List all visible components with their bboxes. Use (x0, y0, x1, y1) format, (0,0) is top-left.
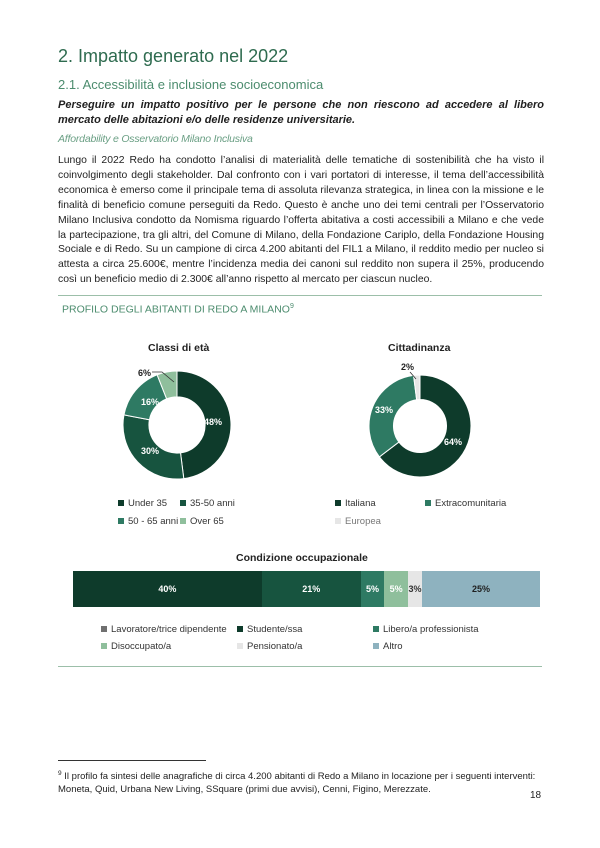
legend-over65-label: Over 65 (190, 516, 224, 527)
legend-studente-label: Studente/ssa (247, 624, 303, 635)
employment-segment-1: 21% (262, 571, 361, 607)
legend-disoccupato (101, 641, 171, 652)
legend-over65 (180, 516, 224, 527)
legend-extracomunitaria (425, 498, 506, 509)
legend-pensionato-swatch (237, 643, 243, 649)
legend-50-65-swatch (118, 518, 124, 524)
legend-35-50 (180, 498, 235, 509)
age-label-30: 30% (141, 446, 160, 456)
profile-footnote-ref: 9 (289, 303, 294, 310)
legend-libero-swatch (373, 626, 379, 632)
age-label-6: 6% (138, 368, 152, 378)
legend-europea (335, 516, 381, 527)
legend-35-50-swatch (180, 500, 186, 506)
legend-50-65 (118, 516, 178, 527)
legend-dipendente-swatch (101, 626, 107, 632)
employment-stacked-bar (73, 571, 540, 607)
citizenship-label-2: 2% (401, 362, 415, 372)
section-subtitle: 2.1. Accessibilità e inclusione socioeconomica (58, 77, 324, 92)
employment-segment-0: 40% (73, 571, 262, 607)
legend-altro (373, 641, 403, 652)
legend-50-65-label: 50 - 65 anni (128, 516, 179, 527)
legend-libero (373, 624, 479, 635)
citizenship-chart-title: Cittadinanza (388, 342, 451, 354)
legend-dipendente-label: Lavoratore/trice dipendente (111, 624, 227, 635)
legend-studente-swatch (237, 626, 243, 632)
legend-italiana-swatch (335, 500, 341, 506)
legend-italiana-label: Italiana (345, 498, 376, 509)
age-label-16: 16% (141, 397, 160, 407)
citizenship-slice-1 (369, 375, 417, 456)
legend-pensionato (237, 641, 302, 652)
body-paragraph: Lungo il 2022 Redo ha condotto l’analisi di materialità delle tematiche di sostenibilità che ha visto il coinvolgimento degli stakeholder. Dal confronto con i vari portatori di interesse, il tema dell’accessibilità economica è emerso come il principale tema di assoluta rilevanza strategica, in linea con la missione e le finalità di beneficio comune perseguiti da Redo. Questo è anche uno dei temi centrali per l’Osservatorio Milano Inclusiva condotto da Nomisma riguardo l’offerta abitativa a costi accessibili a Milano e che vede la partecipazione, tra gli altri, del Comune di Milano, della Fondazione Cariplo, della Fondazione Housing Sociale e di Redo. Su un campione di circa 4.200 abitanti del FIL1 a Milano, il reddito medio per nucleo si attesta a circa 25.600€, mentre l’incidenza media dei canoni sul reddito non supera il 25%, producendo così un beneficio medio di 2.300€ all’anno rispetto al mercato per ciascun nucleo. (58, 155, 544, 286)
footnote (58, 767, 542, 796)
legend-altro-swatch (373, 643, 379, 649)
footnote-text: Il profilo fa sintesi delle anagrafiche di circa 4.200 abitanti di Redo a Milano in locazione per i seguenti interventi: Moneta, Quid, Urbana New Living, SSquare (primi due avvisi), Cenni, Figino, Merezzate. (58, 771, 536, 796)
employment-segment-3: 5% (384, 571, 408, 607)
legend-altro-label: Altro (383, 641, 403, 652)
age-leader-line (150, 368, 180, 383)
footnote-number: 9 (58, 770, 62, 777)
employment-chart-title: Condizione occupazionale (236, 552, 368, 564)
profile-title (62, 303, 294, 316)
legend-dipendente (101, 624, 227, 635)
divider-top (58, 295, 542, 296)
divider-bottom (58, 666, 542, 667)
page-title: 2. Impatto generato nel 2022 (58, 46, 289, 66)
section-title: Affordability e Osservatorio Milano Inclusiva (58, 133, 253, 145)
legend-studente (237, 624, 302, 635)
legend-extracomunitaria-swatch (425, 500, 431, 506)
legend-disoccupato-label: Disoccupato/a (111, 641, 172, 652)
age-chart-title: Classi di età (148, 342, 210, 354)
legend-pensionato-label: Pensionato/a (247, 641, 303, 652)
legend-under35 (118, 498, 167, 509)
legend-europea-swatch (335, 518, 341, 524)
age-label-48: 48% (204, 417, 223, 427)
legend-libero-label: Libero/a professionista (383, 624, 479, 635)
lead-paragraph: Perseguire un impatto positivo per le persone che non riescono ad accedere al libero mercato delle abitazioni e/o delle residenze universitarie. (58, 99, 544, 126)
employment-segment-2: 5% (361, 571, 385, 607)
legend-under35-label: Under 35 (128, 498, 168, 509)
citizenship-label-64: 64% (444, 437, 463, 447)
legend-europea-label: Europea (345, 516, 381, 527)
footnote-rule (58, 760, 206, 761)
legend-extracomunitaria-label: Extracomunitaria (435, 498, 507, 509)
legend-disoccupato-swatch (101, 643, 107, 649)
page-number: 18 (530, 790, 542, 801)
legend-over65-swatch (180, 518, 186, 524)
profile-title-text: PROFILO DEGLI ABITANTI DI REDO A MILANO (62, 303, 290, 316)
legend-35-50-label: 35-50 anni (190, 498, 235, 509)
legend-under35-swatch (118, 500, 124, 506)
employment-segment-5: 25% (422, 571, 540, 607)
citizenship-leader-line (406, 370, 426, 380)
citizenship-label-33: 33% (375, 405, 394, 415)
employment-segment-4: 3% (408, 571, 422, 607)
legend-italiana (335, 498, 376, 509)
citizenship-donut-chart (368, 374, 472, 478)
